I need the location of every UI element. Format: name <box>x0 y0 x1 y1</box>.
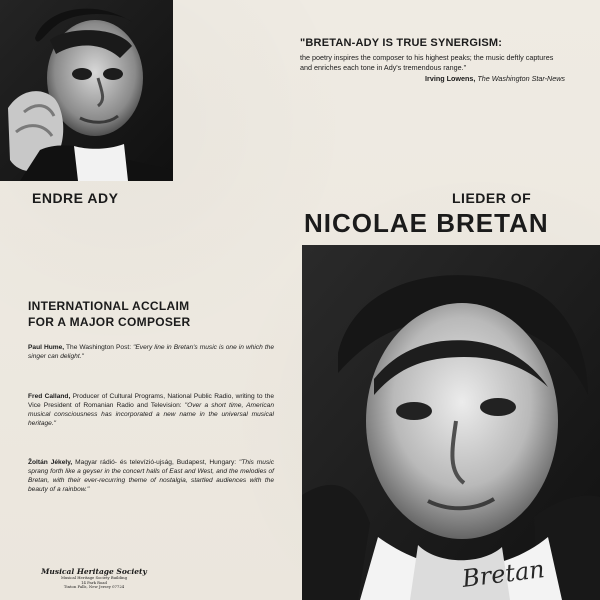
publisher-address-line2: 14 Park Road <box>81 579 107 585</box>
nicolae-bretan-photo <box>302 245 600 600</box>
synergism-quote <box>300 36 565 84</box>
acclaim-heading-line2: FOR A MAJOR COMPOSER <box>28 315 191 330</box>
quote-text: "Every line in Bretan's music is one in which the singer can delight." <box>28 344 274 360</box>
lieder-of-label: LIEDER OF <box>452 190 532 206</box>
quote-author: Irving Lowens, <box>425 74 476 84</box>
composer-title: NICOLAE BRETAN <box>304 208 549 238</box>
synergism-headline: "BRETAN-ADY IS TRUE SYNERGISM: <box>300 37 503 49</box>
quote-source: The Washington Star-News <box>475 74 565 84</box>
acclaim-heading-line1: INTERNATIONAL ACCLAIM <box>28 299 190 313</box>
bretan-signature: Bretan <box>460 555 547 593</box>
endre-ady-portrait <box>0 0 173 181</box>
nicolae-bretan-portrait <box>302 245 600 600</box>
synergism-body: the poetry inspires the composer to his highest peaks; the music deftly captures and enriches each tone in Ady's tremendous range." <box>300 52 554 72</box>
quote-name: Paul Hume, <box>28 344 65 351</box>
endre-ady-photo <box>0 0 173 181</box>
publisher-name: Musical Heritage Society <box>41 567 147 576</box>
quote-text: "This music sprang forth like a geyser in the concert halls of East and West, and the melodies of Bretan, with their ever-recurring theme of nostalgia, startled audiences with the beauty of a rainbow." <box>28 459 275 493</box>
quote-zoltan-jekely <box>28 459 274 495</box>
acclaim-heading <box>28 298 190 330</box>
quote-paul-hume <box>28 344 274 362</box>
ady-caption: ENDRE ADY <box>32 190 119 206</box>
quote-text: "Over a short time, American musical consciousness has incorporated a new name in the universal musical heritage." <box>28 401 274 427</box>
quote-publication: The Washington Post: <box>64 344 134 351</box>
quote-publication: Producer of Cultural Programs, National Public Radio, writing to the Vice President of Romanian Radio and Television: <box>28 393 274 409</box>
quote-fred-calland <box>28 393 274 429</box>
quote-publication: Magyar rádió- és televízió-ujság, Budapest, Hungary: <box>72 459 240 466</box>
footer-publisher <box>29 567 159 590</box>
synergism-attribution <box>300 74 565 84</box>
publisher-address-line1: Musical Heritage Society Building <box>60 575 128 580</box>
quote-name: Fred Calland, <box>28 393 71 400</box>
quote-name: Žoltán Jékely, <box>28 459 73 466</box>
publisher-address-line3: Tinton Falls, New Jersey 07724 <box>63 584 125 590</box>
